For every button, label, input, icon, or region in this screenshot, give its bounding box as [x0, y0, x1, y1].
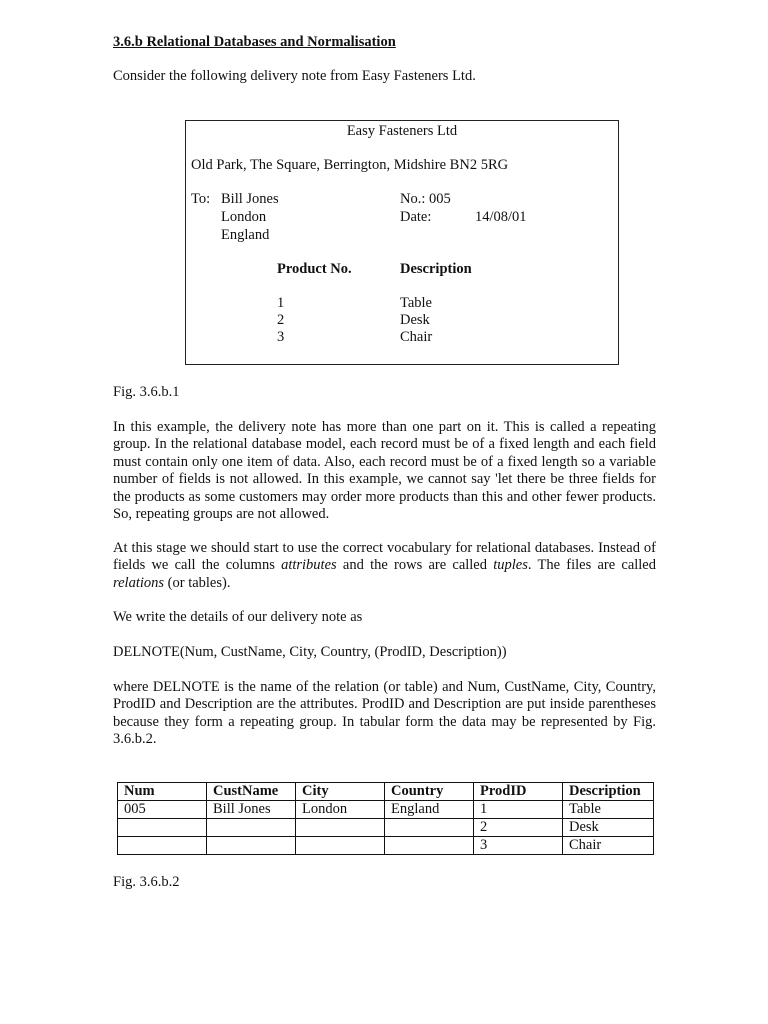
item-desc: Table — [400, 295, 432, 311]
note-number: No.: 005 — [400, 191, 451, 207]
item-no: 2 — [277, 312, 285, 328]
header-num: Num — [118, 783, 207, 801]
para-text: . The files are called — [527, 557, 656, 574]
date-value: 14/08/01 — [475, 209, 527, 225]
item-no: 1 — [277, 295, 285, 311]
table-cell — [296, 837, 385, 855]
description-header: Description — [400, 261, 472, 277]
table-row — [118, 837, 654, 855]
table-cell: Table — [563, 801, 654, 819]
item-desc: Chair — [400, 329, 433, 345]
table-cell: England — [385, 801, 474, 819]
delnote-table — [117, 782, 654, 855]
table-cell — [207, 837, 296, 855]
table-cell — [385, 837, 474, 855]
fig2-caption: Fig. 3.6.b.2 — [113, 874, 180, 890]
table-cell: Bill Jones — [207, 801, 296, 819]
table-cell: London — [296, 801, 385, 819]
to-name: Bill Jones — [221, 191, 279, 207]
product-no-header: Product No. — [277, 261, 352, 277]
to-country: England — [221, 227, 270, 243]
para-text: and the rows are called — [336, 557, 494, 574]
header-custname: CustName — [207, 783, 296, 801]
section-heading: 3.6.b Relational Databases and Normalisation — [113, 34, 396, 50]
delnote-formula: DELNOTE(Num, CustName, City, Country, (ProdID, Description)) — [113, 644, 507, 660]
paragraph-repeating-groups: In this example, the delivery note has more than one part on it. This is called a repeating group. In the relational database model, each record must be of a fixed length and each field must contain only one item of data. Also, each record must be of a fixed length so a variable number of fields is not allowed. In this example, we cannot say 'let there be three fields for the products as some customers may order more products than this and other fewer products. So, repeating groups are not allowed. — [113, 419, 656, 523]
table-cell: 005 — [118, 801, 207, 819]
header-description: Description — [563, 783, 654, 801]
item-no: 3 — [277, 329, 285, 345]
table-cell — [296, 819, 385, 837]
term-tuples: tuples — [493, 557, 528, 574]
para-text: At this stage we should start to use the correct vocabulary for relational databases. Instead of fields we call the columns — [113, 540, 656, 574]
item-desc: Desk — [400, 312, 430, 328]
header-city: City — [296, 783, 385, 801]
table-cell: Chair — [563, 837, 654, 855]
table-cell — [118, 819, 207, 837]
company-address: Old Park, The Square, Berrington, Midshire BN2 5RG — [191, 157, 509, 173]
table-row — [118, 801, 654, 819]
term-relations: relations — [113, 574, 165, 591]
table-cell: 2 — [474, 819, 563, 837]
header-country: Country — [385, 783, 474, 801]
table-header-row — [118, 783, 654, 801]
table-cell: 1 — [474, 801, 563, 819]
date-label: Date: — [400, 209, 432, 225]
paragraph-write-details: We write the details of our delivery note as — [113, 609, 363, 625]
table-row — [118, 819, 654, 837]
table-cell: 3 — [474, 837, 563, 855]
fig1-caption: Fig. 3.6.b.1 — [113, 384, 180, 400]
company-name: Easy Fasteners Ltd — [346, 123, 458, 139]
paragraph-attributes: where DELNOTE is the name of the relation (or table) and Num, CustName, City, Country, ProdID and Description are the attributes. ProdID and Description are put inside parentheses because they form a repeating group. In tabular form the data may be represented by Fig. 3.6.b.2. — [113, 679, 656, 748]
table-cell — [207, 819, 296, 837]
to-city: London — [221, 209, 267, 225]
term-attributes: attributes — [281, 557, 337, 574]
paragraph-vocabulary — [113, 540, 656, 592]
table-cell: Desk — [563, 819, 654, 837]
header-prodid: ProdID — [474, 783, 563, 801]
table-cell — [385, 819, 474, 837]
delivery-note-box — [185, 120, 619, 365]
to-label: To: — [191, 191, 211, 207]
para-text: (or tables). — [164, 574, 231, 591]
intro-text: Consider the following delivery note from Easy Fasteners Ltd. — [113, 68, 476, 84]
table-cell — [118, 837, 207, 855]
